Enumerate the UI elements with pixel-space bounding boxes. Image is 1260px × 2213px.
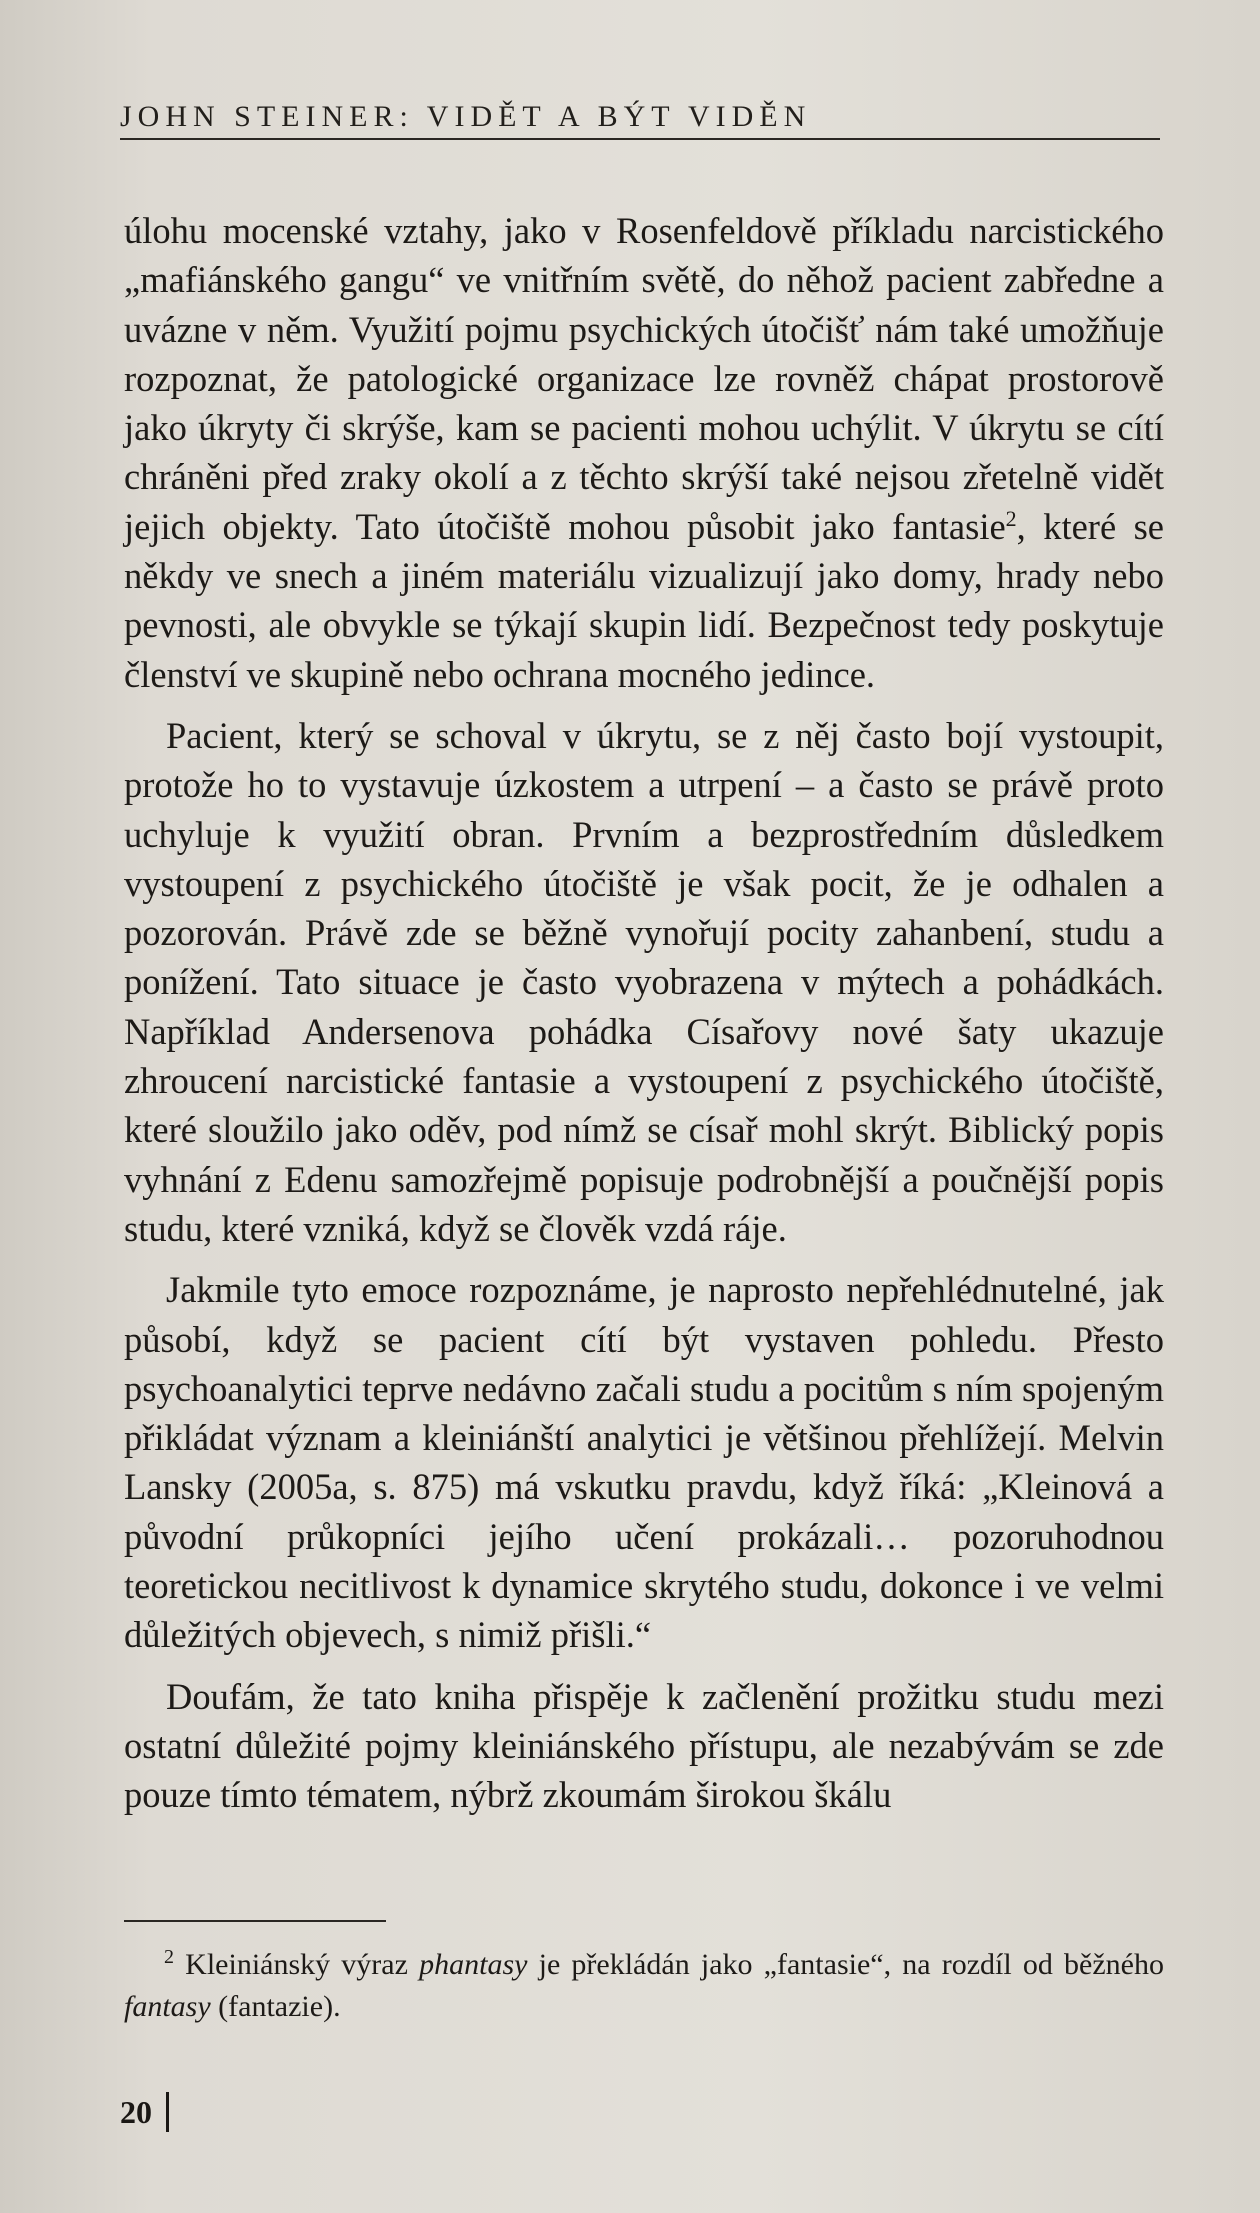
footnote-italic-b: fantasy (124, 1990, 211, 2023)
footnote-rule (124, 1920, 386, 1922)
footnote-text-c: (fantazie). (210, 1990, 341, 2023)
running-header: JOHN STEINER: VIDĚT A BÝT VIDĚN (120, 100, 812, 133)
footnote-italic-a: phantasy (419, 1948, 528, 1981)
paragraph-1-text: úlohu mocenské vztahy, jako v Rosenfeldově příkladu narcistického „mafiánského gangu“ ve vnitřním světě, do něhož pacient zabředne a uvázne v něm. Využití pojmu psychických útočišť nám také umožňuje rozpoznat, že patologické organizace lze rovněž chápat prostorově jako úkryty či skrýše, kam se pacienti mohou uchýlit. V úkrytu se cítí chráněni před zraky okolí a z těchto skrýší také nejsou zřetelně vidět jejich objekty. Tato útočiště mohou působit jako fantasie (124, 210, 1164, 547)
paragraph-4: Doufám, že tato kniha přispěje k začlenění prožitku studu mezi ostatní důležité pojmy kleiniánského přístupu, ale nezabývám se zde pouze tímto tématem, nýbrž zkoumám širokou škálu (124, 1675, 1164, 1816)
header-rule (120, 138, 1160, 140)
body-text (124, 206, 1164, 1820)
paragraph-3: Jakmile tyto emoce rozpoznáme, je naprosto nepřehlédnutelné, jak působí, když se pacient cítí být vystaven pohledu. Přesto psychoanalytici teprve nedávno začali studu a pocitům s ním spojeným přikládat význam a kleiniánští analytici je většinou přehlížejí. Melvin Lansky (2005a, s. 875) má vskutku pravdu, když říká: „Kleinová a původní průkopníci jejího učení prokázali… pozoruhodnou teoretickou necitlivost k dynamice skrytého studu, dokonce i ve velmi důležitých objevech, s nimiž přišli.“ (124, 1269, 1164, 1656)
paragraph-2: Pacient, který se schoval v úkrytu, se z něj často bojí vystoupit, protože ho to vystavuje úzkostem a utrpení – a často se právě proto uchyluje k využití obran. Prvním a bezprostředním důsledkem vystoupení z psychického útočiště je však pocit, že je odhalen a pozorován. Právě zde se běžně vynořují pocity zahanbení, studu a ponížení. Tato situace je často vyobrazena v mýtech a pohádkách. Například Andersenova pohádka Císařovy nové šaty ukazuje zhroucení narcistické fantasie a vystoupení z psychického útočiště, které sloužilo jako oděv, pod nímž se císař mohl skrýt. Biblický popis vyhnání z Edenu samozřejmě popisuje podrobnější a poučnější popis studu, které vzniká, když se člověk vzdá ráje. (124, 714, 1164, 1249)
paragraph-1 (124, 206, 1164, 699)
page-number: 20 (120, 2094, 152, 2130)
footnote-ref: 2 (1005, 505, 1017, 531)
footnote-text-b: je překládán jako „fantasie“, na rozdíl od běžného (527, 1948, 1164, 1981)
footnote (124, 1944, 1164, 2028)
folio-divider (166, 2092, 169, 2132)
footnote-number: 2 (164, 1946, 174, 1968)
footnote-text-a: Kleiniánský výraz (174, 1948, 420, 1981)
paragraph-1-tail: , které se někdy ve snech a jiném materiálu vizualizují jako domy, hrady nebo pevnosti, ale obvykle se týkají skupin lidí. Bezpečnost tedy poskytuje členství ve skupině nebo ochrana mocného jedince. (124, 505, 1164, 695)
